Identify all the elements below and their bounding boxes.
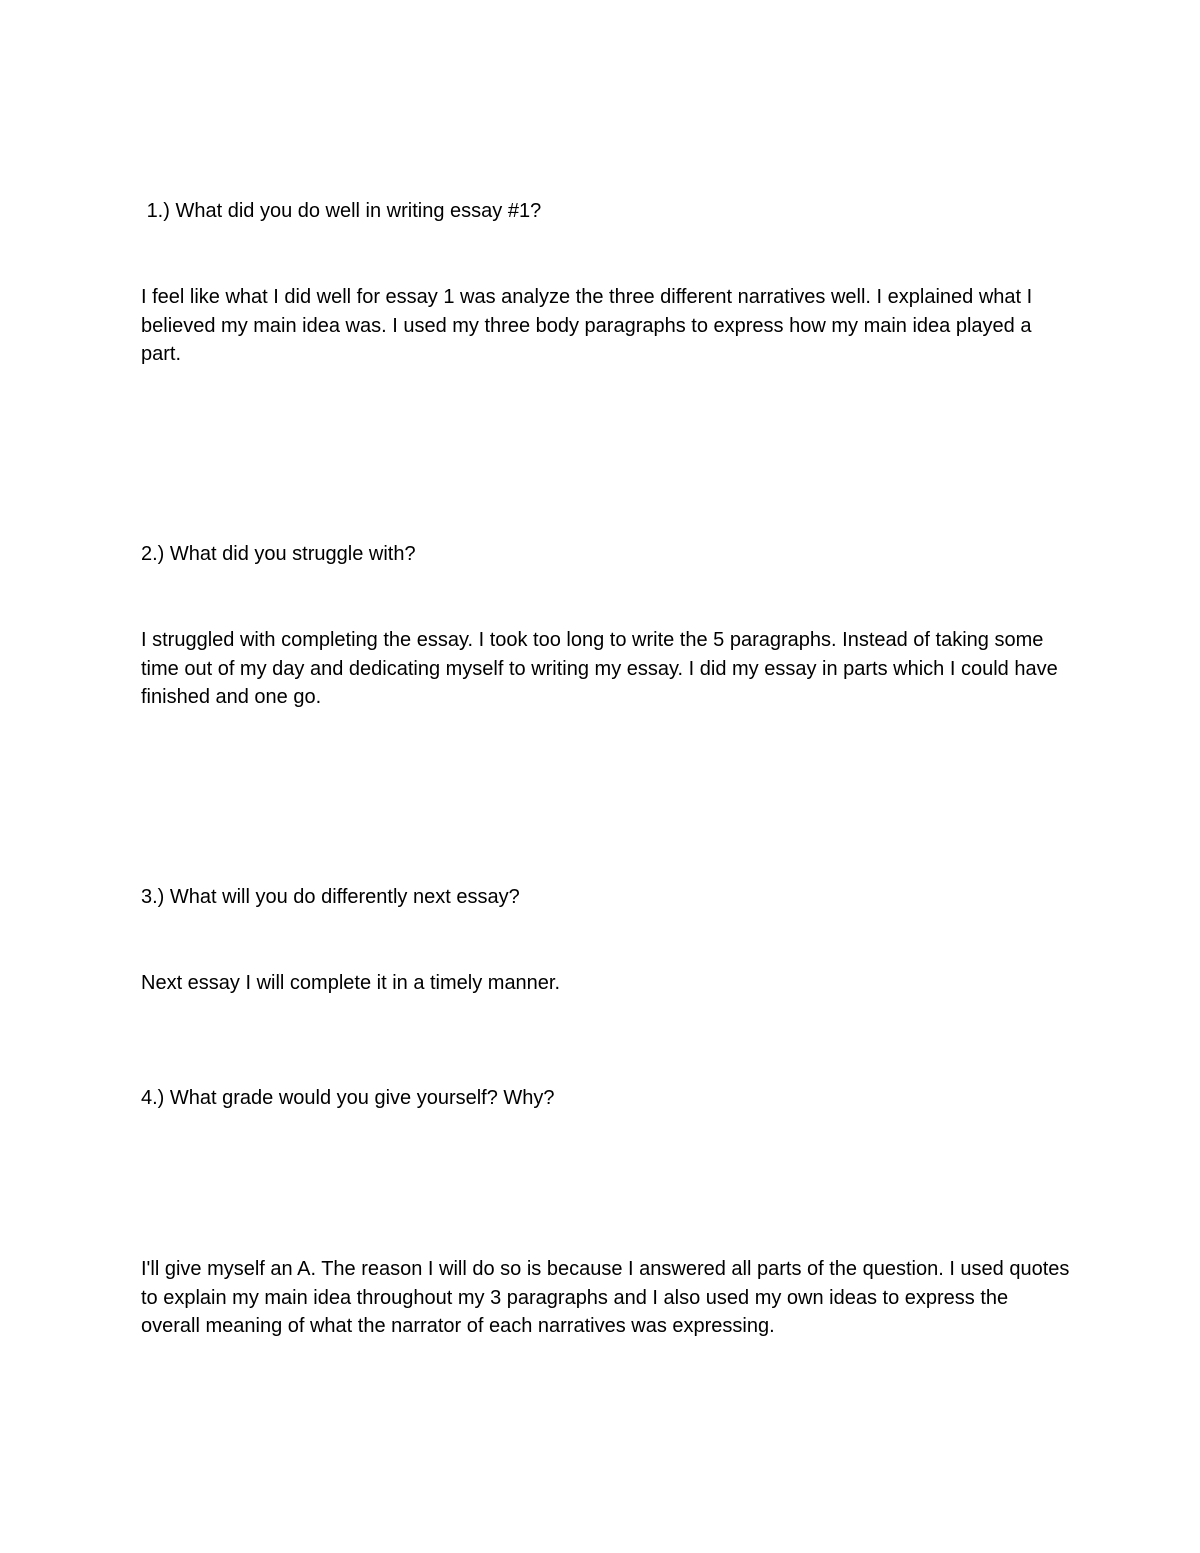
blank-line (141, 426, 1071, 455)
document-body (141, 140, 1075, 1398)
question-3: 3.) What will you do differently next essay? (141, 886, 520, 909)
blank-line (141, 1169, 1071, 1198)
question-1: 1.) What did you do well in writing essay #1? (141, 200, 542, 223)
question-2: 2.) What did you struggle with? (141, 543, 416, 566)
answer-3: Next essay I will complete it in a timely manner. (141, 972, 561, 995)
answer-4: I'll give myself an A. The reason I will do so is because I answered all parts of the question. I used quotes to explain my main idea throughout my 3 paragraphs and I also used my own ideas to express the overall meaning of what the narrator of each narratives was expressing. (141, 1258, 1075, 1338)
question-4: 4.) What grade would you give yourself? Why? (141, 1086, 555, 1109)
blank-line (141, 769, 1071, 798)
answer-1: I feel like what I did well for essay 1 was analyze the three different narratives well. I explained what I believed my main idea was. I used my three body paragraphs to express how my main idea played a part. (141, 285, 1038, 366)
answer-2: I struggled with completing the essay. I took too long to write the 5 paragraphs. Instead of taking some time out of my day and dedicating myself to writing my essay. I did my essay in parts which I could have finished and one go. (141, 629, 1064, 709)
